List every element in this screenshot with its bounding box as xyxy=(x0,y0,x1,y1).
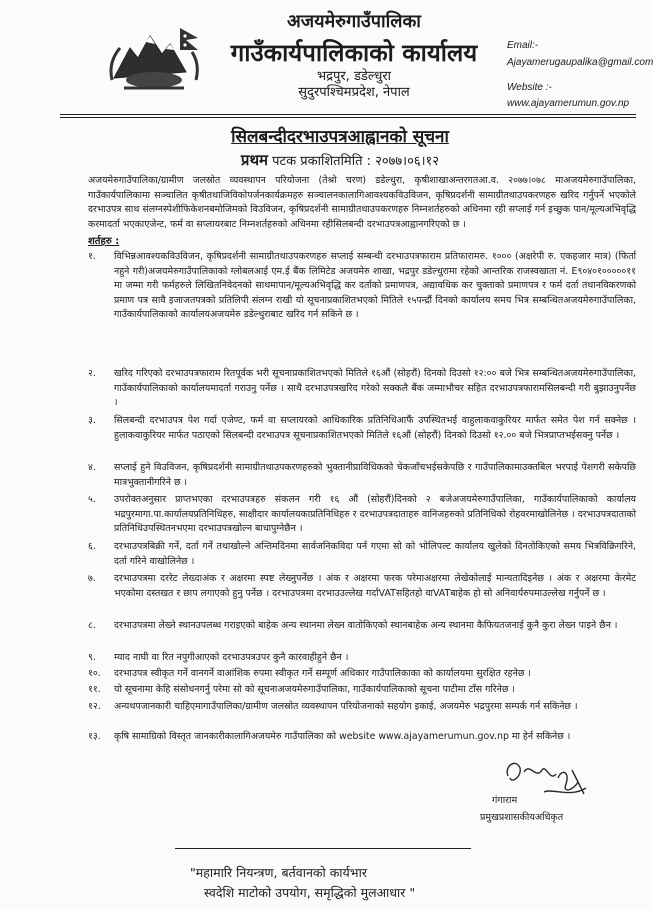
publication-date-text: पटक प्रकाशितमिति : २०७७।०६।१२ xyxy=(268,154,440,169)
header-divider-second xyxy=(60,117,636,118)
website-label: Website :- xyxy=(507,82,552,93)
condition-number: ९. xyxy=(88,652,96,663)
slogan-line-1: "महामारि नियन्त्रण, बर्तवानको कार्यभार xyxy=(190,865,367,880)
condition-item xyxy=(88,414,636,443)
condition-item xyxy=(88,700,636,715)
condition-item xyxy=(88,367,636,411)
signatory-name: गंगाराम xyxy=(492,795,518,806)
condition-text: दरभाउपत्रबिक्री गर्ने, दर्ता गर्ने तथाखोल्ने अन्तिमदिनमा सार्वजनिकविदा पर्न गएमा सो को भोलिपल्ट कार्यालय खुलेको दिनतोकिएको समय भित्रविक्रिगरिने, दर्ता गरिने वाखोलिनेछ । xyxy=(114,541,636,567)
condition-number: ८. xyxy=(88,620,96,631)
emblem-flag xyxy=(180,28,198,50)
notice-intro: अजयमेरुगाउँपालिका/ग्रामीण जलस्रोत व्यवस्थापन परियोजना (तेश्रो चरण) डडेल्धुरा, कृषीशाखाअन्तरगतआ.व. २०७७।०७८ माअजयमेरुगाउँपालिका, गाउँकार्यपालिकामा सञ्चालित कृषीतथाजिविकोपर्जनकार्यक्रमहरु सञ्चालनकालागिआवश्यकविउविजन, कृषिप्रदर्शनी सामाग्रीतथाउपकरणहरु खरिद गर्नुपर्ने भएकोले दरभाउपत्र साथ संलग्नस्पेशीफिकेशनबमोजिमको विउविजन, कृषिप्रदर्शनी सामाग्रीतथाउपकरणहरु निम्नशर्तहरुको अधिनमा रही सप्लाई गर्न इच्छुक पान/मूल्यअभिवृद्धि करमादर्ता भएकाएजेन्ट, फर्म वा सप्लायरबाट निम्नशर्तहरुको अधिनमा रहीसिलबन्दी दरभाउपत्रआह्वानगरिएको छ । xyxy=(88,175,636,230)
condition-number: ५. xyxy=(88,494,96,505)
condition-item xyxy=(88,667,636,682)
condition-number: १३. xyxy=(88,731,101,742)
header-divider xyxy=(60,114,636,115)
condition-number: २. xyxy=(88,368,96,379)
condition-number: १०. xyxy=(88,668,101,679)
condition-number: ७. xyxy=(88,573,96,584)
condition-text: खरिद गरिएको दरभाउपत्रफाराम रितपूर्वक भरी सूचनाप्रकाशितभएको मितिले १६औं (सोहरौं) दिनको दिउसो १२:०० बजे भित्र सम्बन्धितअजयमेरुगाउँपालिका, गाउँकार्यपालिकाको कार्यालयमादर्ता गराउनु पर्नेछ । साथै दरभाउपत्रखरिद गरेको सक्कलै बैंक जम्माभौचर सहित दरभाउपत्रफारामसिलबन्दी गरी बुझाउनुपर्नेछ । xyxy=(114,368,636,409)
condition-number: ११. xyxy=(88,684,101,695)
conditions-heading: शर्तहरु : xyxy=(88,236,120,247)
condition-item xyxy=(88,250,636,323)
publication-edition: प्रथम xyxy=(240,151,269,169)
condition-text: सप्लाई हुने विउविजन, कृषिप्रदर्शनी सामाग्रीतथाउपकरणहरुको भुक्तानीप्राविधिकको चेकजाँचभईसकेपछि र गाउँपालिकामाउक्तबिल भरपाई पेशगरी सकेपछि मात्रभुक्तानीगरिने छ । xyxy=(114,462,636,488)
condition-text: अन्यथपजानकारी चाहिएमागाउँपालिका/ग्रामीण जलस्रोत व्यवस्थापन परियोजनाको सहयोग इकाई, अजयमेरु भद्रपुरमा सम्पर्क गर्न सकिनेछ । xyxy=(114,701,578,712)
condition-text: म्याद नाघी वा रित नपुगीआएको दरभाउपत्रउपर कुनै कारवाहीहुने छैन । xyxy=(114,652,349,663)
office-name: गाउँकार्यपालिकाको कार्यालय xyxy=(230,39,478,67)
condition-item xyxy=(88,619,636,634)
condition-item xyxy=(88,730,636,745)
condition-text: दरभाउपत्रमा लेख्ने स्थानउपलब्ध गराइएको बाहेक अन्य स्थानमा लेख्न वातोकिएको स्थानबाहेक अन्य स्थानमा कैफियतजनाई कुनै कुरा लेख्न पाइने छैन । xyxy=(114,620,618,631)
condition-number: १. xyxy=(88,251,96,262)
slogan-line-2: स्वदेशि माटोको उपयोग, समृद्धिको मुलआधार " xyxy=(204,885,416,900)
condition-text: उपरोक्तअनुसार प्राप्तभएका दरभाउपत्रहरु संकलन गरी १६ औं (सोहरौं)दिनको २ बजेअजयमेरुगाउँपालिका, गाउँकार्यपालिकाको कार्यालय भद्रपुरमागा.पा.कार्यालयप्रतिनिधिहरु, साक्षीदार कार्यालयकाप्रतिनिधिहरु र दरभाउपत्रदाताहरु वानिजहरुको प्रतिनिधिको रोहवरमाखोलिनेछ । दरभाउपत्रदाताको प्रतिनिधिउपस्थितनभएमा दरभाउपत्रखोल्न बाधापुग्नेछैन । xyxy=(114,494,636,535)
email-address: Ajayamerugaupalika@gmail.com xyxy=(507,57,653,68)
condition-item xyxy=(88,461,636,490)
condition-text: दरभाउपत्र स्वीकृत गर्ने वानगर्ने वाआंशिक रुपमा स्वीकृत गर्ने सम्पूर्ण अधिकार गाउँपालिकाका को कार्यालयमा सुरक्षित रहनेछ । xyxy=(114,668,531,679)
notice-title: सिलबन्दीदरभाउपत्रआह्वानको सूचना xyxy=(231,127,449,147)
condition-item xyxy=(88,493,636,537)
signatory-title: प्रमुखप्रशासकीयअधिकृत xyxy=(480,812,564,823)
condition-number: ६. xyxy=(88,541,96,552)
condition-number: ३. xyxy=(88,415,96,426)
condition-item xyxy=(88,683,636,698)
publication-date xyxy=(200,150,480,170)
email-label: Email:- xyxy=(507,40,539,51)
website-url: www.ajayamerumun.gov.np xyxy=(507,98,630,109)
office-location: भद्रपुर, डडेल्धुरा xyxy=(316,69,392,84)
condition-number: १२. xyxy=(88,701,101,712)
condition-text: यो सूचनामा केहि संसोधनगर्नु परेमा सो को सूचनाअजयमेरुगाउँपालिका, गाउँकार्यपालिकाको सूचना पाटीमा टाँस गरिनेछ । xyxy=(114,684,515,695)
office-province: सुदुरपश्चिमप्रदेश, नेपाल xyxy=(298,85,410,100)
condition-text: विभिन्नआवश्यकविउविजन, कृषिप्रदर्शनी सामाग्रीतथाउपकरणहरु सप्लाई सम्बन्धी दरभाउपत्रफाराम प्रतिफारामरु. १००० (अक्षरेपी रु. एकहजार मात्र) (फिर्ता नहुने गरी)अजयमेरुगाउँपालिकाको ग्लोबलआई एम.ई बैंक लिमिटेड अजयमेरु शाखा, भद्रपुर डडेल्धुरामा रहेको आन्तरिक राजस्वखाता नं. E९०४०१०००००११ मा जम्मा गरी फर्महरुले लिखितनिवेदनको साथमापान/मूल्यअभिवृद्धि कर दर्ताको प्रमाणपत्र, अद्यावधिक कर चुक्ताको प्रमाणपत्र र फर्म दर्ता तथानविकरणको प्रमाण पत्र सावै इजाजतपत्रको प्रतिलिपी संलग्न राखी यो सूचनाप्रकाशितभएको मितिले १५पन्द्रौं दिनको कार्यालय समय भित्र सम्बन्धितअजयमेरुगाउँपालिका, गाउँकार्यपालिकाको कार्यालयअजयमेरु डडेल्धुराबाट खरिद गर्न सकिने छ । xyxy=(114,251,636,321)
condition-text: कृषि सामाग्रिको विस्तृत जानकारीकालागिअजयमेरु गाउँपालिका को website www.ajayamerumun.gov.np मा हेर्न सकिनेछ । xyxy=(114,731,571,742)
footer-divider xyxy=(175,848,471,849)
condition-item xyxy=(88,651,636,666)
condition-text: सिलबन्दी दरभाउपत्र पेश गर्दा एजेण्ट, फर्म वा सप्लायरको आधिकारिक प्रतिनिधिआफैं उपस्थितभई वाहुलाकवाकुरियर मार्फत समेत पेश गर्न सक्नेछ । हुलाकवाकुरियर मार्फत पठाएको सिलबन्दी दरभाउपत्र सूचनाप्रकाशितभएको मितिले १६औं (सोहरौं) दिनको दिउसो १२.०० बजे भित्रप्राप्तभईसक्नु पर्नेछ । xyxy=(114,415,636,441)
condition-item xyxy=(88,540,636,569)
nepal-emblem-logo xyxy=(106,18,204,96)
condition-text: दरभाउपत्रमा दररेट लेख्दाअंक र अक्षरमा स्पष्ट लेख्नुपर्नेछ । अंक र अक्षरमा फरक परेमाअक्षरमा लेखेकोलाई मान्यतादिइनेछ । अंक र अक्षरमा केरमेट भएकोमा दस्तखत र छाप लगाएको हुनु पर्नेछ । दरभाउपत्रमा दरभाउउल्लेख गर्दाVATसहितहो वाVATबाहेक हो सो अनिवार्यरुपमाउल्लेख गर्नुपर्ने छ । xyxy=(114,573,636,599)
condition-number: ४. xyxy=(88,462,96,473)
condition-item xyxy=(88,572,636,601)
municipality-name: अजयमेरुगाउँपालिका xyxy=(287,11,421,32)
